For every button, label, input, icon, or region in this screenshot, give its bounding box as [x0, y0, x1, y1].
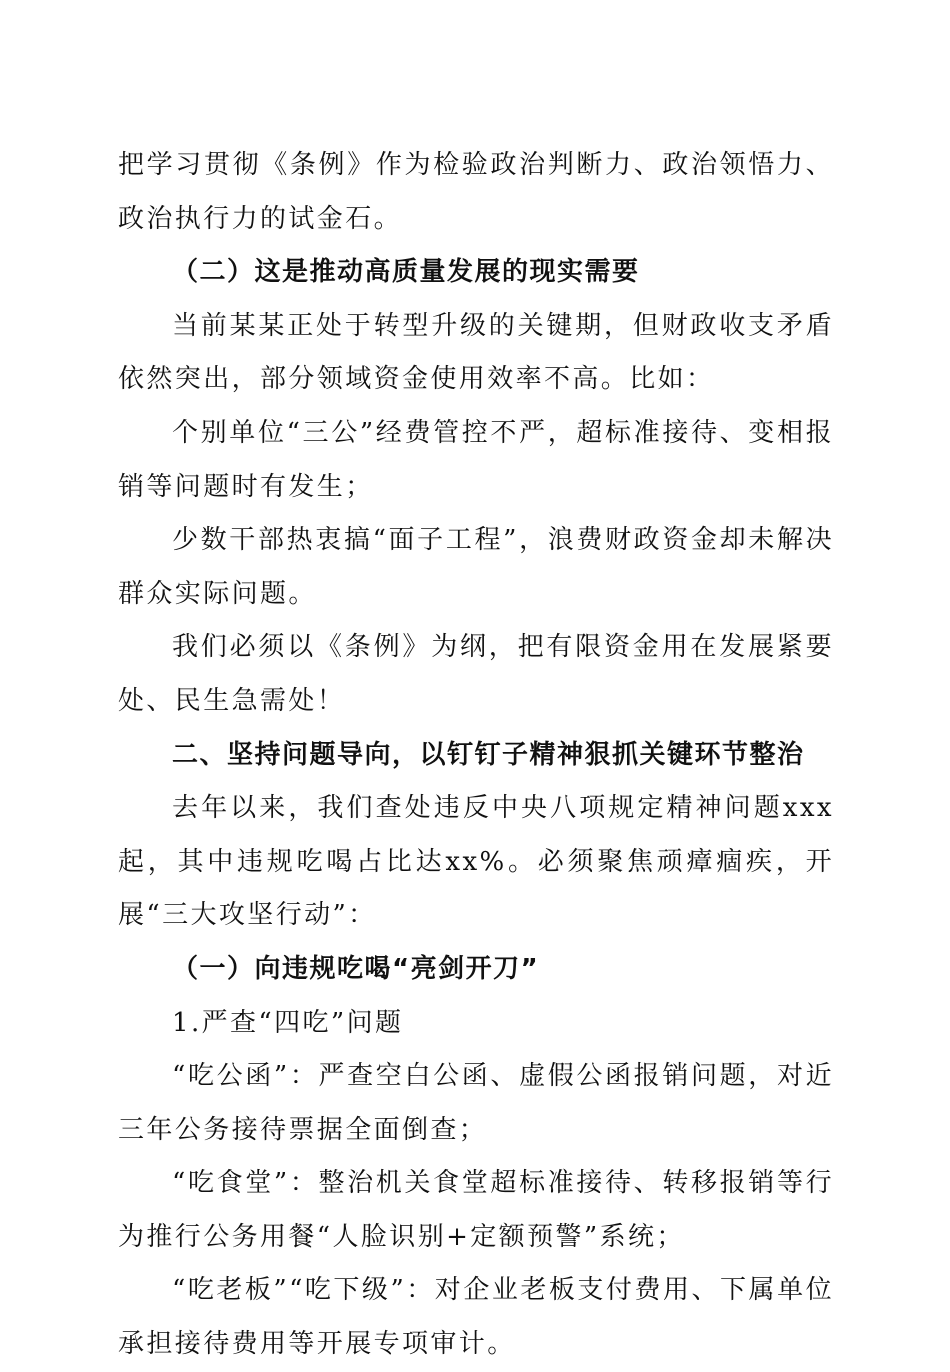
paragraph-4: 少数干部热衷搞“面子工程”，浪费财政资金却未解决群众实际问题。 — [118, 525, 834, 609]
paragraph-5: 我们必须以《条例》为纲，把有限资金用在发展紧要处、民生急需处！ — [118, 632, 834, 716]
chapter-heading-2: 二、坚持问题导向，以钉钉子精神狠抓关键环节整治 — [172, 739, 805, 770]
item-heading-1: 1.严查“四吃”问题 — [172, 1007, 404, 1038]
paragraph-9: “吃老板”“吃下级”：对企业老板支付费用、下属单位承担接待费用等开展专项审计。 — [118, 1275, 834, 1360]
paragraph-1: 把学习贯彻《条例》作为检验政治判断力、政治领悟力、政治执行力的试金石。 — [118, 150, 834, 234]
section-heading-2: （二）这是推动高质量发展的现实需要 — [172, 257, 640, 288]
paragraph-3: 个别单位“三公”经费管控不严，超标准接待、变相报销等问题时有发生； — [118, 417, 834, 502]
document-body — [118, 139, 834, 1372]
paragraph-2: 当前某某正处于转型升级的关键期，但财政收支矛盾依然突出，部分领域资金使用效率不高。比如： — [118, 310, 834, 395]
section-heading-1: （一）向违规吃喝“亮剑开刀” — [172, 953, 540, 984]
paragraph-6: 去年以来，我们查处违反中央八项规定精神问题xxx起，其中违规吃喝占比达xx%。必须聚焦顽瘴痼疾，开展“三大攻坚行动”： — [118, 793, 834, 931]
paragraph-8: “吃食堂”：整治机关食堂超标准接待、转移报销等行为推行公务用餐“人脸识别+定额预警”系统； — [118, 1168, 834, 1252]
paragraph-7: “吃公函”：严查空白公函、虚假公函报销问题，对近三年公务接待票据全面倒查； — [118, 1061, 834, 1145]
